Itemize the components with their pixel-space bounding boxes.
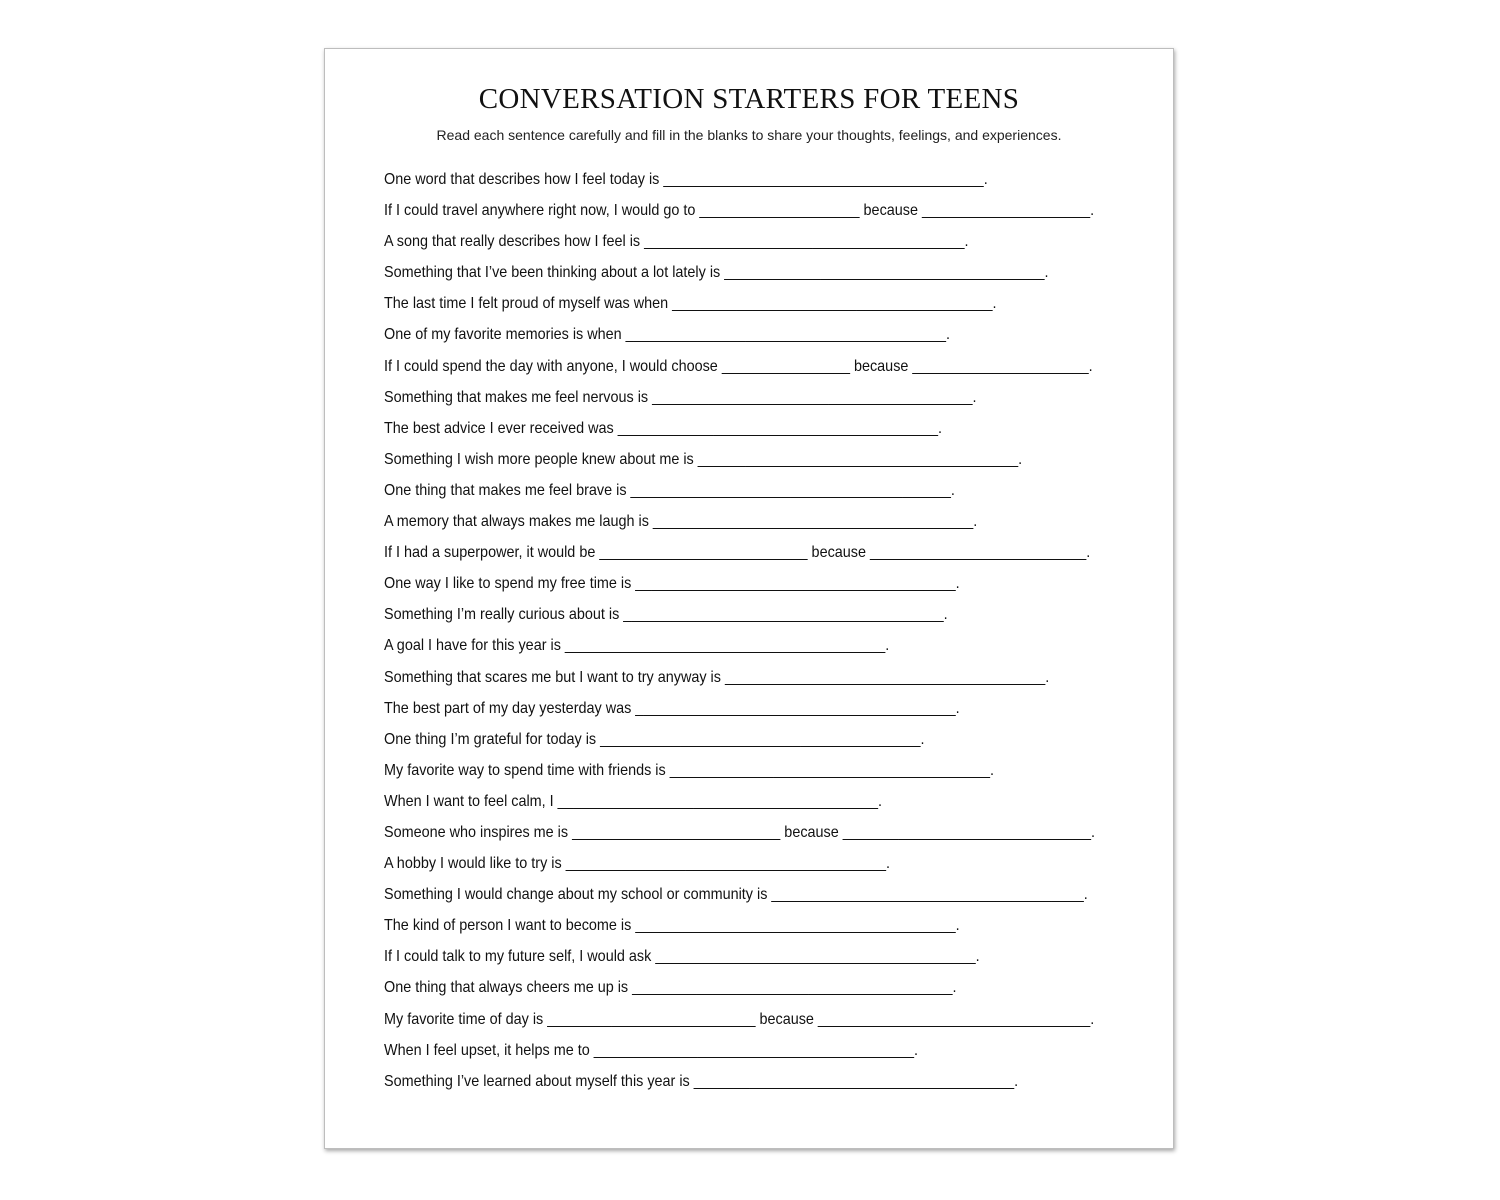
prompt-line: The best advice I ever received was ________________________________________. xyxy=(384,419,943,437)
prompt-line: Something that I’ve been thinking about a lot lately is ________________________________________. xyxy=(384,264,1049,282)
prompt-line: Something I wish more people knew about me is ________________________________________. xyxy=(384,450,1023,468)
prompt-line: A memory that always makes me laugh is ________________________________________. xyxy=(384,513,978,531)
prompt-line: If I could talk to my future self, I would ask ________________________________________. xyxy=(384,948,980,966)
worksheet-title: CONVERSATION STARTERS FOR TEENS xyxy=(478,83,1020,115)
prompt-line: Someone who inspires me is __________________________ because _______________________________. xyxy=(384,823,1096,841)
worksheet-instructions: Read each sentence carefully and fill in the blanks to share your thoughts, feelings, and experiences. xyxy=(436,127,1062,143)
prompt-line: Something I would change about my school or community is _______________________________________. xyxy=(384,886,1088,904)
prompt-list xyxy=(384,164,1154,1097)
prompt-line: One thing that makes me feel brave is ________________________________________. xyxy=(384,481,955,499)
prompt-line: If I could travel anywhere right now, I would go to ____________________ because _____________________. xyxy=(384,202,1095,220)
prompt-line: The best part of my day yesterday was ________________________________________. xyxy=(384,699,960,717)
prompt-line: One way I like to spend my free time is ________________________________________. xyxy=(384,575,960,593)
prompt-line: One thing I’m grateful for today is ________________________________________. xyxy=(384,730,925,748)
prompt-line: A hobby I would like to try is ________________________________________. xyxy=(384,855,891,873)
prompt-line: The kind of person I want to become is ________________________________________. xyxy=(384,917,960,935)
prompt-line: When I want to feel calm, I ________________________________________. xyxy=(384,792,883,810)
prompt-line: Something that makes me feel nervous is ________________________________________. xyxy=(384,388,977,406)
prompt-line: My favorite way to spend time with friends is ________________________________________. xyxy=(384,761,995,779)
prompt-line: If I had a superpower, it would be __________________________ because ___________________________. xyxy=(384,544,1091,562)
worksheet-page xyxy=(324,48,1174,1149)
prompt-line: A goal I have for this year is ________________________________________. xyxy=(384,637,890,655)
prompt-line: The last time I felt proud of myself was when ________________________________________. xyxy=(384,295,997,313)
prompt-line: One thing that always cheers me up is ________________________________________. xyxy=(384,979,957,997)
prompt-line: Something I’m really curious about is ________________________________________. xyxy=(384,606,948,624)
prompt-line: My favorite time of day is __________________________ because __________________________________. xyxy=(384,1010,1095,1028)
prompt-line: A song that really describes how I feel is ________________________________________. xyxy=(384,233,969,251)
prompt-line: When I feel upset, it helps me to ________________________________________. xyxy=(384,1041,919,1059)
prompt-line: Something I’ve learned about myself this year is ________________________________________. xyxy=(384,1072,1019,1090)
prompt-line: Something that scares me but I want to try anyway is ________________________________________. xyxy=(384,668,1050,686)
prompt-line: One word that describes how I feel today is ________________________________________. xyxy=(384,171,988,188)
prompt-line: If I could spend the day with anyone, I would choose ________________ because ______________________. xyxy=(384,357,1093,375)
prompt-line: One of my favorite memories is when ________________________________________. xyxy=(384,326,951,344)
